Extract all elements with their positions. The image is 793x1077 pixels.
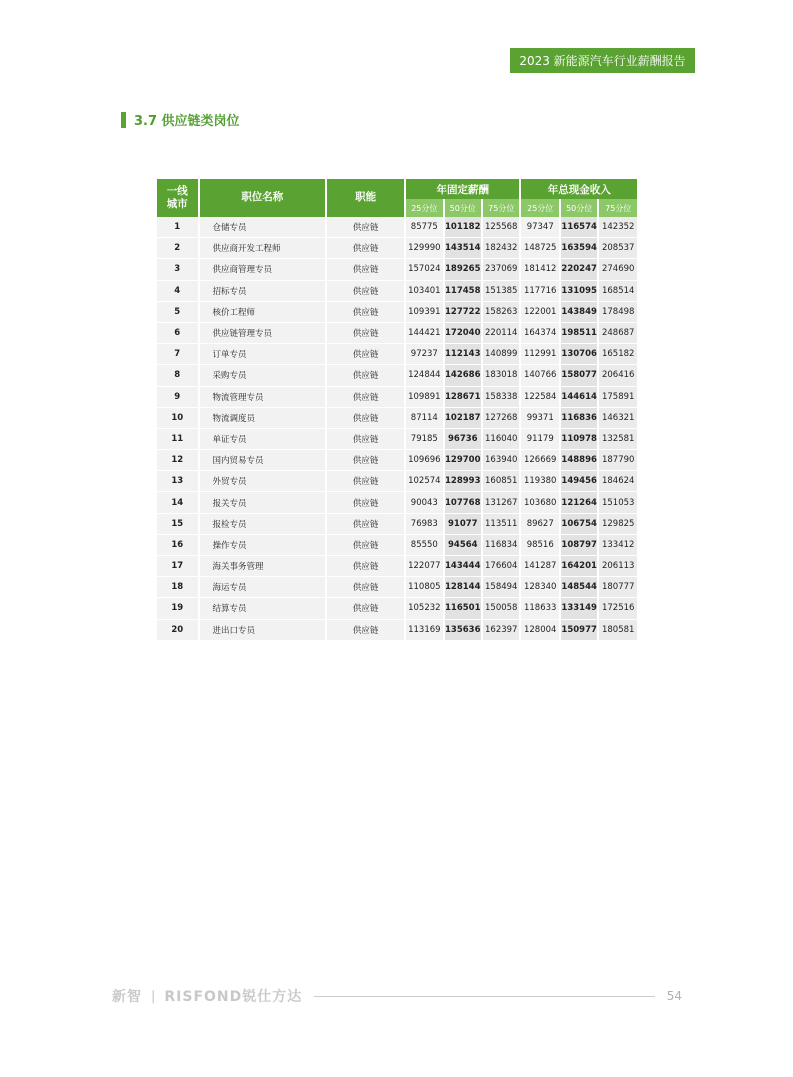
cell-total-p75: 180581	[599, 620, 637, 641]
cell-position-name: 海运专员	[200, 577, 326, 598]
cell-fixed-p50: 142686	[445, 365, 481, 386]
cell-total-p25: 112991	[521, 344, 558, 365]
cell-total-p25: 97347	[521, 217, 558, 238]
table-row	[157, 577, 637, 598]
report-title: 2023 新能源汽车行业薪酬报告	[519, 54, 686, 68]
cell-position-name: 单证专员	[200, 429, 326, 450]
cell-total-p50: 163594	[561, 238, 597, 259]
cell-row-index: 2	[157, 238, 198, 259]
cell-row-index: 11	[157, 429, 198, 450]
cell-fixed-p25: 79185	[406, 429, 442, 450]
cell-fixed-p75: 113511	[483, 514, 519, 535]
cell-total-p50: 106754	[561, 514, 597, 535]
cell-position-name: 订单专员	[200, 344, 326, 365]
cell-position-name: 采购专员	[200, 365, 326, 386]
cell-row-index: 1	[157, 217, 198, 238]
section-marker	[121, 112, 126, 128]
cell-position-name: 报检专员	[200, 514, 326, 535]
cell-total-p50: 220247	[561, 259, 597, 280]
cell-position-name: 结算专员	[200, 598, 326, 619]
subheader-total-p50: 50分位	[561, 199, 597, 217]
cell-fixed-p50: 128671	[445, 387, 481, 408]
cell-total-p25: 140766	[521, 365, 558, 386]
cell-function: 供应链	[327, 450, 404, 471]
cell-total-p75: 248687	[599, 323, 637, 344]
cell-total-p25: 117716	[521, 281, 558, 302]
cell-fixed-p75: 116040	[483, 429, 519, 450]
cell-fixed-p75: 127268	[483, 408, 519, 429]
table-row	[157, 217, 637, 238]
cell-total-p25: 91179	[521, 429, 558, 450]
cell-total-p75: 168514	[599, 281, 637, 302]
salary-table	[155, 179, 639, 641]
group-header-fixed-salary: 年固定薪酬	[406, 179, 519, 199]
cell-fixed-p75: 158494	[483, 577, 519, 598]
cell-total-p50: 148544	[561, 577, 597, 598]
cell-total-p75: 151053	[599, 492, 637, 513]
cell-fixed-p75: 160851	[483, 471, 519, 492]
cell-fixed-p25: 103401	[406, 281, 442, 302]
cell-row-index: 3	[157, 259, 198, 280]
cell-total-p50: 116836	[561, 408, 597, 429]
cell-position-name: 招标专员	[200, 281, 326, 302]
cell-total-p50: 150977	[561, 620, 597, 641]
cell-total-p25: 181412	[521, 259, 558, 280]
page-footer	[112, 985, 682, 1007]
col-header-city: 一线 城市	[157, 179, 198, 217]
cell-position-name: 供应商管理专员	[200, 259, 326, 280]
cell-total-p75: 165182	[599, 344, 637, 365]
cell-position-name: 核价工程师	[200, 302, 326, 323]
cell-fixed-p25: 144421	[406, 323, 442, 344]
cell-total-p75: 132581	[599, 429, 637, 450]
cell-fixed-p50: 172040	[445, 323, 481, 344]
section-title: 3.7 供应链类岗位	[134, 114, 240, 129]
cell-total-p25: 99371	[521, 408, 558, 429]
cell-row-index: 15	[157, 514, 198, 535]
cell-row-index: 12	[157, 450, 198, 471]
cell-fixed-p50: 117458	[445, 281, 481, 302]
cell-fixed-p25: 110805	[406, 577, 442, 598]
cell-fixed-p25: 122077	[406, 556, 442, 577]
cell-function: 供应链	[327, 429, 404, 450]
cell-total-p75: 172516	[599, 598, 637, 619]
cell-fixed-p75: 162397	[483, 620, 519, 641]
table-row	[157, 238, 637, 259]
cell-total-p25: 141287	[521, 556, 558, 577]
table-row	[157, 429, 637, 450]
cell-fixed-p25: 85775	[406, 217, 442, 238]
cell-total-p25: 89627	[521, 514, 558, 535]
cell-fixed-p25: 157024	[406, 259, 442, 280]
cell-total-p25: 126669	[521, 450, 558, 471]
cell-total-p25: 122584	[521, 387, 558, 408]
cell-fixed-p25: 90043	[406, 492, 442, 513]
cell-total-p75: 175891	[599, 387, 637, 408]
cell-total-p75: 274690	[599, 259, 637, 280]
cell-fixed-p50: 127722	[445, 302, 481, 323]
cell-function: 供应链	[327, 259, 404, 280]
cell-function: 供应链	[327, 323, 404, 344]
cell-position-name: 物流调度员	[200, 408, 326, 429]
cell-total-p50: 143849	[561, 302, 597, 323]
cell-total-p75: 178498	[599, 302, 637, 323]
cell-fixed-p25: 109891	[406, 387, 442, 408]
cell-function: 供应链	[327, 535, 404, 556]
cell-function: 供应链	[327, 365, 404, 386]
cell-row-index: 5	[157, 302, 198, 323]
cell-fixed-p75: 176604	[483, 556, 519, 577]
table-row	[157, 598, 637, 619]
cell-total-p50: 108797	[561, 535, 597, 556]
cell-fixed-p75: 150058	[483, 598, 519, 619]
cell-fixed-p25: 124844	[406, 365, 442, 386]
table-row	[157, 387, 637, 408]
cell-total-p50: 158077	[561, 365, 597, 386]
cell-total-p50: 116574	[561, 217, 597, 238]
cell-total-p25: 128340	[521, 577, 558, 598]
table-row	[157, 492, 637, 513]
cell-fixed-p25: 97237	[406, 344, 442, 365]
cell-row-index: 8	[157, 365, 198, 386]
cell-total-p75: 129825	[599, 514, 637, 535]
cell-position-name: 国内贸易专员	[200, 450, 326, 471]
col-header-position: 职位名称	[200, 179, 326, 217]
table-row	[157, 471, 637, 492]
cell-total-p50: 149456	[561, 471, 597, 492]
cell-fixed-p75: 220114	[483, 323, 519, 344]
cell-function: 供应链	[327, 620, 404, 641]
table-row	[157, 344, 637, 365]
table-row	[157, 450, 637, 471]
section-heading	[121, 111, 240, 128]
cell-total-p75: 208537	[599, 238, 637, 259]
cell-fixed-p25: 87114	[406, 408, 442, 429]
table-row	[157, 323, 637, 344]
cell-function: 供应链	[327, 577, 404, 598]
cell-row-index: 17	[157, 556, 198, 577]
cell-row-index: 20	[157, 620, 198, 641]
cell-fixed-p50: 112143	[445, 344, 481, 365]
cell-fixed-p75: 125568	[483, 217, 519, 238]
cell-total-p75: 180777	[599, 577, 637, 598]
cell-total-p50: 110978	[561, 429, 597, 450]
cell-function: 供应链	[327, 556, 404, 577]
table-row	[157, 514, 637, 535]
cell-position-name: 仓储专员	[200, 217, 326, 238]
cell-row-index: 16	[157, 535, 198, 556]
cell-fixed-p75: 163940	[483, 450, 519, 471]
cell-fixed-p50: 102187	[445, 408, 481, 429]
cell-fixed-p75: 183018	[483, 365, 519, 386]
cell-total-p25: 122001	[521, 302, 558, 323]
col-header-function: 职能	[327, 179, 404, 217]
cell-function: 供应链	[327, 344, 404, 365]
cell-fixed-p25: 113169	[406, 620, 442, 641]
cell-function: 供应链	[327, 217, 404, 238]
table-row	[157, 556, 637, 577]
cell-total-p50: 133149	[561, 598, 597, 619]
cell-total-p25: 98516	[521, 535, 558, 556]
cell-fixed-p50: 116501	[445, 598, 481, 619]
cell-function: 供应链	[327, 471, 404, 492]
cell-row-index: 18	[157, 577, 198, 598]
table-row	[157, 365, 637, 386]
cell-fixed-p75: 140899	[483, 344, 519, 365]
cell-fixed-p75: 151385	[483, 281, 519, 302]
cell-total-p50: 121264	[561, 492, 597, 513]
cell-fixed-p25: 105232	[406, 598, 442, 619]
table-row	[157, 281, 637, 302]
cell-fixed-p50: 189265	[445, 259, 481, 280]
cell-total-p50: 164201	[561, 556, 597, 577]
cell-fixed-p50: 96736	[445, 429, 481, 450]
cell-fixed-p75: 182432	[483, 238, 519, 259]
logo-separator: |	[151, 988, 156, 1004]
table-row	[157, 259, 637, 280]
page-number: 54	[666, 989, 682, 1003]
cell-total-p25: 148725	[521, 238, 558, 259]
cell-total-p75: 142352	[599, 217, 637, 238]
cell-position-name: 外贸专员	[200, 471, 326, 492]
cell-fixed-p50: 128993	[445, 471, 481, 492]
cell-fixed-p75: 116834	[483, 535, 519, 556]
cell-fixed-p25: 85550	[406, 535, 442, 556]
cell-row-index: 6	[157, 323, 198, 344]
cell-position-name: 海关事务管理	[200, 556, 326, 577]
cell-total-p25: 164374	[521, 323, 558, 344]
cell-fixed-p50: 143444	[445, 556, 481, 577]
cell-total-p25: 118633	[521, 598, 558, 619]
salary-table-body	[157, 217, 637, 641]
cell-row-index: 7	[157, 344, 198, 365]
cell-position-name: 进出口专员	[200, 620, 326, 641]
cell-fixed-p25: 102574	[406, 471, 442, 492]
cell-total-p25: 103680	[521, 492, 558, 513]
table-row	[157, 408, 637, 429]
cell-total-p75: 184624	[599, 471, 637, 492]
group-header-total-cash: 年总现金收入	[521, 179, 637, 199]
cell-total-p25: 128004	[521, 620, 558, 641]
cell-fixed-p50: 101182	[445, 217, 481, 238]
table-row	[157, 535, 637, 556]
cell-position-name: 供应商开发工程师	[200, 238, 326, 259]
cell-fixed-p50: 128144	[445, 577, 481, 598]
cell-fixed-p50: 94564	[445, 535, 481, 556]
cell-row-index: 9	[157, 387, 198, 408]
cell-fixed-p50: 129700	[445, 450, 481, 471]
cell-total-p75: 206113	[599, 556, 637, 577]
cell-function: 供应链	[327, 238, 404, 259]
cell-fixed-p25: 76983	[406, 514, 442, 535]
risfond-logo: RISFOND锐仕方达	[164, 989, 303, 1005]
cell-total-p75: 206416	[599, 365, 637, 386]
report-title-tag	[510, 48, 695, 73]
footer-divider	[314, 996, 654, 997]
cell-position-name: 供应链管理专员	[200, 323, 326, 344]
cell-total-p75: 187790	[599, 450, 637, 471]
cell-total-p25: 119380	[521, 471, 558, 492]
cell-position-name: 物流管理专员	[200, 387, 326, 408]
cell-fixed-p25: 109391	[406, 302, 442, 323]
cell-function: 供应链	[327, 598, 404, 619]
cell-function: 供应链	[327, 387, 404, 408]
subheader-fixed-p50: 50分位	[445, 199, 481, 217]
cell-row-index: 19	[157, 598, 198, 619]
cell-fixed-p50: 143514	[445, 238, 481, 259]
cell-function: 供应链	[327, 302, 404, 323]
cell-row-index: 14	[157, 492, 198, 513]
cell-total-p50: 148896	[561, 450, 597, 471]
cell-function: 供应链	[327, 514, 404, 535]
cell-row-index: 4	[157, 281, 198, 302]
cell-total-p50: 198511	[561, 323, 597, 344]
cell-fixed-p25: 109696	[406, 450, 442, 471]
cell-function: 供应链	[327, 492, 404, 513]
subheader-total-p75: 75分位	[599, 199, 637, 217]
table-row	[157, 620, 637, 641]
cell-total-p50: 131095	[561, 281, 597, 302]
cell-total-p50: 144614	[561, 387, 597, 408]
cell-row-index: 10	[157, 408, 198, 429]
cell-function: 供应链	[327, 281, 404, 302]
subheader-fixed-p25: 25分位	[406, 199, 442, 217]
xinzhi-logo: 新智	[112, 989, 142, 1005]
cell-fixed-p50: 107768	[445, 492, 481, 513]
cell-fixed-p50: 91077	[445, 514, 481, 535]
cell-function: 供应链	[327, 408, 404, 429]
table-row	[157, 302, 637, 323]
cell-total-p75: 133412	[599, 535, 637, 556]
cell-fixed-p75: 158263	[483, 302, 519, 323]
cell-fixed-p75: 237069	[483, 259, 519, 280]
subheader-fixed-p75: 75分位	[483, 199, 519, 217]
cell-position-name: 操作专员	[200, 535, 326, 556]
cell-total-p75: 146321	[599, 408, 637, 429]
cell-row-index: 13	[157, 471, 198, 492]
cell-fixed-p25: 129990	[406, 238, 442, 259]
cell-fixed-p75: 158338	[483, 387, 519, 408]
cell-fixed-p50: 135636	[445, 620, 481, 641]
subheader-total-p25: 25分位	[521, 199, 558, 217]
cell-position-name: 报关专员	[200, 492, 326, 513]
cell-fixed-p75: 131267	[483, 492, 519, 513]
cell-total-p50: 130706	[561, 344, 597, 365]
